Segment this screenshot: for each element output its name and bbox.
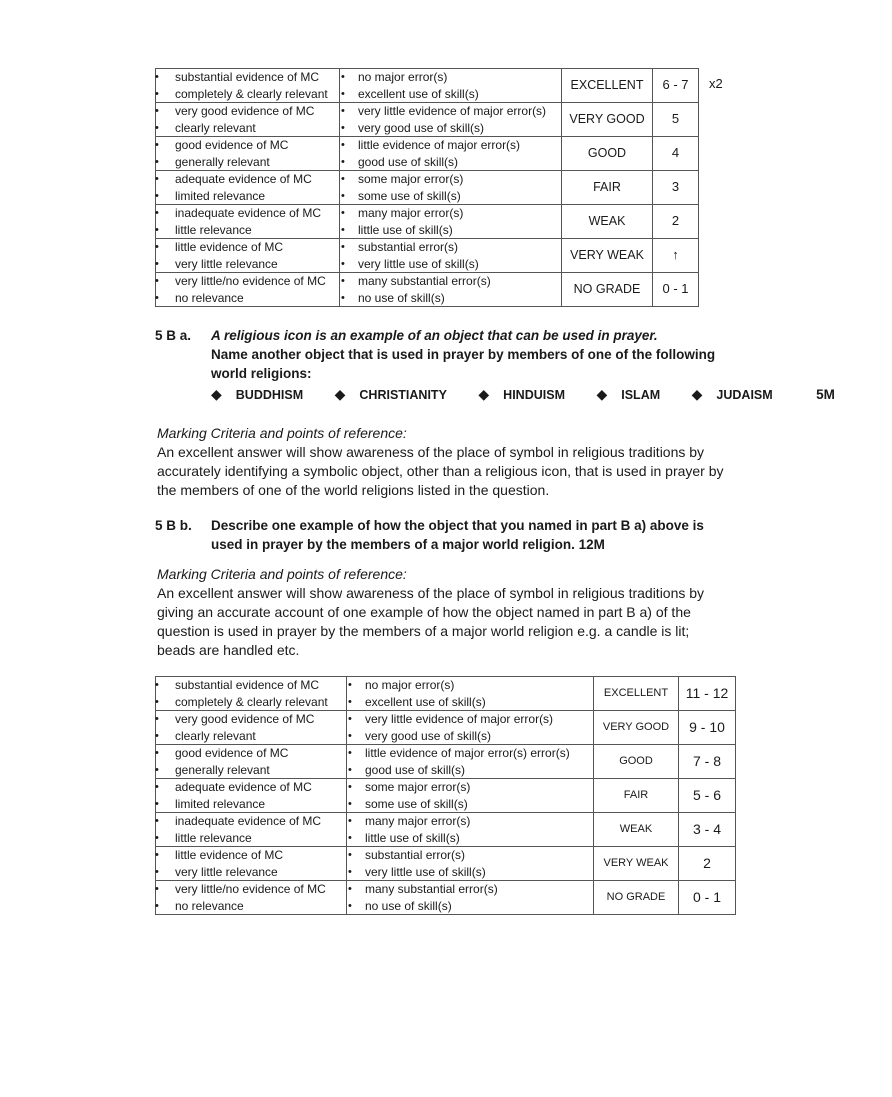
criteria-line: An excellent answer will show awareness of the place of symbol in religious traditions by (157, 585, 705, 601)
score-cell: 5 - 6 (679, 779, 736, 813)
skill-cell (340, 103, 562, 137)
skill-cell (347, 881, 594, 915)
criterion-item: • many substantial error(s) (340, 273, 561, 290)
mc-evidence-cell (156, 273, 340, 307)
criterion-item: • some major error(s) (340, 171, 561, 188)
criterion-item: • substantial error(s) (340, 239, 561, 256)
diamond-icon: ◆ (478, 386, 490, 402)
score-cell: 2 (679, 847, 736, 881)
rubric-row (156, 137, 739, 171)
score-cell: 5 (653, 103, 699, 137)
rubric-row (156, 881, 736, 915)
criterion-item: • clearly relevant (156, 728, 346, 745)
question-number: 5 B a. (155, 328, 192, 343)
score-cell: 4 (653, 137, 699, 171)
criteria-line: question is used in prayer by the members of a major world religion e.g. a candle is lit; (157, 623, 690, 639)
skill-cell (340, 137, 562, 171)
mc-evidence-cell (156, 745, 347, 779)
skill-cell (340, 239, 562, 273)
rubric-row (156, 103, 739, 137)
criterion-item: • good use of skill(s) (347, 762, 593, 779)
criterion-item: • completely & clearly relevant (156, 694, 346, 711)
score-cell: 6 - 7 (653, 69, 699, 103)
mc-evidence-cell (156, 69, 340, 103)
score-cell: 3 (653, 171, 699, 205)
criterion-item: • little relevance (156, 830, 346, 847)
rubric-row (156, 677, 736, 711)
criterion-item: • little use of skill(s) (347, 830, 593, 847)
score-cell: 7 - 8 (679, 745, 736, 779)
criterion-item: • little use of skill(s) (340, 222, 561, 239)
multiplier-label (699, 205, 739, 239)
criterion-item: • no use of skill(s) (340, 290, 561, 307)
grade-cell: NO GRADE (562, 273, 653, 307)
grade-cell: GOOD (562, 137, 653, 171)
question-line: Describe one example of how the object that you named in part B a) above is (211, 518, 704, 533)
rubric-row (156, 239, 739, 273)
grade-cell: NO GRADE (594, 881, 679, 915)
skill-cell (340, 205, 562, 239)
religion-item: ◆ JUDAISM (691, 386, 773, 402)
criterion-item: • some use of skill(s) (340, 188, 561, 205)
arrow-up-icon: ↑ (653, 239, 699, 273)
skill-cell (347, 677, 594, 711)
criterion-item: • many major error(s) (340, 205, 561, 222)
criterion-item: • little evidence of MC (156, 239, 339, 256)
multiplier-label (699, 273, 739, 307)
rubric-row (156, 745, 736, 779)
rubric-top-body (156, 69, 739, 307)
question-line: A religious icon is an example of an object that can be used in prayer. (211, 328, 658, 343)
criterion-item: • generally relevant (156, 762, 346, 779)
score-cell: 0 - 1 (653, 273, 699, 307)
criterion-item: • very good evidence of MC (156, 103, 339, 120)
question-number: 5 B b. (155, 518, 192, 533)
marking-criteria-heading: Marking Criteria and points of reference: (157, 425, 407, 441)
criterion-item: • inadequate evidence of MC (156, 813, 346, 830)
rubric-row (156, 205, 739, 239)
criterion-item: • many substantial error(s) (347, 881, 593, 898)
criterion-item: • little evidence of MC (156, 847, 346, 864)
criterion-item: • some use of skill(s) (347, 796, 593, 813)
criterion-item: • limited relevance (156, 188, 339, 205)
skill-cell (347, 847, 594, 881)
mc-evidence-cell (156, 205, 340, 239)
score-cell: 3 - 4 (679, 813, 736, 847)
mc-evidence-cell (156, 171, 340, 205)
criterion-item: • little evidence of major error(s) error(s) (347, 745, 593, 762)
criterion-item: • very good use of skill(s) (340, 120, 561, 137)
criterion-item: • very good evidence of MC (156, 711, 346, 728)
question-line: used in prayer by the members of a major world religion. 12M (211, 537, 605, 552)
criterion-item: • very little evidence of major error(s) (347, 711, 593, 728)
criterion-item: • many major error(s) (347, 813, 593, 830)
rubric-table-bottom (155, 676, 736, 915)
skill-cell (340, 171, 562, 205)
criteria-line: An excellent answer will show awareness of the place of symbol in religious traditions by (157, 444, 705, 460)
grade-cell: WEAK (594, 813, 679, 847)
skill-cell (347, 813, 594, 847)
diamond-icon: ◆ (596, 386, 608, 402)
score-cell: 2 (653, 205, 699, 239)
multiplier-label (699, 137, 739, 171)
criterion-item: • very good use of skill(s) (347, 728, 593, 745)
skill-cell (340, 69, 562, 103)
criterion-item: • no use of skill(s) (347, 898, 593, 915)
criterion-item: • inadequate evidence of MC (156, 205, 339, 222)
criterion-item: • very little/no evidence of MC (156, 881, 346, 898)
grade-cell: VERY GOOD (562, 103, 653, 137)
skill-cell (347, 745, 594, 779)
criterion-item: • very little relevance (156, 864, 346, 881)
criterion-item: • good use of skill(s) (340, 154, 561, 171)
criterion-item: • no major error(s) (347, 677, 593, 694)
grade-cell: VERY WEAK (562, 239, 653, 273)
religion-item: ◆ CHRISTIANITY (334, 386, 447, 402)
marking-criteria-body (157, 584, 857, 660)
criterion-item: • very little evidence of major error(s) (340, 103, 561, 120)
criteria-line: giving an accurate account of one example of how the object named in part B a) of the (157, 604, 691, 620)
marking-criteria-heading: Marking Criteria and points of reference: (157, 566, 407, 582)
criterion-item: • excellent use of skill(s) (347, 694, 593, 711)
criterion-item: • limited relevance (156, 796, 346, 813)
rubric-row (156, 69, 739, 103)
criterion-item: • adequate evidence of MC (156, 779, 346, 796)
grade-cell: WEAK (562, 205, 653, 239)
rubric-row (156, 813, 736, 847)
criterion-item: • very little relevance (156, 256, 339, 273)
score-cell: 9 - 10 (679, 711, 736, 745)
rubric-row (156, 711, 736, 745)
rubric-table-top (155, 68, 739, 307)
multiplier-label (699, 171, 739, 205)
multiplier-label (699, 239, 739, 273)
religion-item: ◆ ISLAM (596, 386, 661, 402)
skill-cell (340, 273, 562, 307)
criterion-item: • adequate evidence of MC (156, 171, 339, 188)
score-cell: 11 - 12 (679, 677, 736, 711)
criterion-item: • generally relevant (156, 154, 339, 171)
grade-cell: FAIR (594, 779, 679, 813)
multiplier-label: x2 (709, 75, 723, 91)
mc-evidence-cell (156, 239, 340, 273)
grade-cell: FAIR (562, 171, 653, 205)
mc-evidence-cell (156, 103, 340, 137)
criterion-item: • clearly relevant (156, 120, 339, 137)
multiplier-label (699, 103, 739, 137)
mc-evidence-cell (156, 881, 347, 915)
mc-evidence-cell (156, 711, 347, 745)
question-line: world religions: (211, 366, 312, 381)
religion-item: ◆ BUDDHISM (211, 386, 304, 402)
criterion-item: • little relevance (156, 222, 339, 239)
diamond-icon: ◆ (691, 386, 703, 402)
grade-cell: EXCELLENT (594, 677, 679, 711)
criterion-item: • no relevance (156, 290, 339, 307)
religion-item: ◆ HINDUISM (478, 386, 565, 402)
grade-cell: GOOD (594, 745, 679, 779)
mc-evidence-cell (156, 677, 347, 711)
criterion-item: • very little use of skill(s) (347, 864, 593, 881)
grade-cell: EXCELLENT (562, 69, 653, 103)
criterion-item: • no relevance (156, 898, 346, 915)
criteria-line: the members of one of the world religions listed in the question. (157, 482, 550, 498)
grade-cell: VERY GOOD (594, 711, 679, 745)
skill-cell (347, 711, 594, 745)
marks-label: 5M (816, 387, 835, 402)
score-cell: 0 - 1 (679, 881, 736, 915)
rubric-row (156, 779, 736, 813)
rubric-row (156, 171, 739, 205)
rubric-bottom-body (156, 677, 736, 915)
mc-evidence-cell (156, 137, 340, 171)
mc-evidence-cell (156, 813, 347, 847)
criterion-item: • some major error(s) (347, 779, 593, 796)
mc-evidence-cell (156, 847, 347, 881)
religion-list (211, 386, 849, 403)
question-line: Name another object that is used in prayer by members of one of the following (211, 347, 716, 362)
skill-cell (347, 779, 594, 813)
mc-evidence-cell (156, 779, 347, 813)
criterion-item: • good evidence of MC (156, 745, 346, 762)
criterion-item: • substantial evidence of MC (156, 677, 346, 694)
criterion-item: • good evidence of MC (156, 137, 339, 154)
diamond-icon: ◆ (334, 386, 346, 402)
rubric-row (156, 273, 739, 307)
grade-cell: VERY WEAK (594, 847, 679, 881)
criterion-item: • very little use of skill(s) (340, 256, 561, 273)
criterion-item: • little evidence of major error(s) (340, 137, 561, 154)
criterion-item: • substantial error(s) (347, 847, 593, 864)
criterion-item: • very little/no evidence of MC (156, 273, 339, 290)
criterion-item: • excellent use of skill(s) (340, 86, 561, 103)
diamond-icon: ◆ (211, 386, 222, 402)
criteria-line: beads are handled etc. (157, 642, 300, 658)
rubric-row (156, 847, 736, 881)
criteria-line: accurately identifying a symbolic object, other than a religious icon, that is used in prayer by (157, 463, 724, 479)
criterion-item: • substantial evidence of MC (156, 69, 339, 86)
marking-criteria-body (157, 443, 857, 500)
criterion-item: • completely & clearly relevant (156, 86, 339, 103)
criterion-item: • no major error(s) (340, 69, 561, 86)
